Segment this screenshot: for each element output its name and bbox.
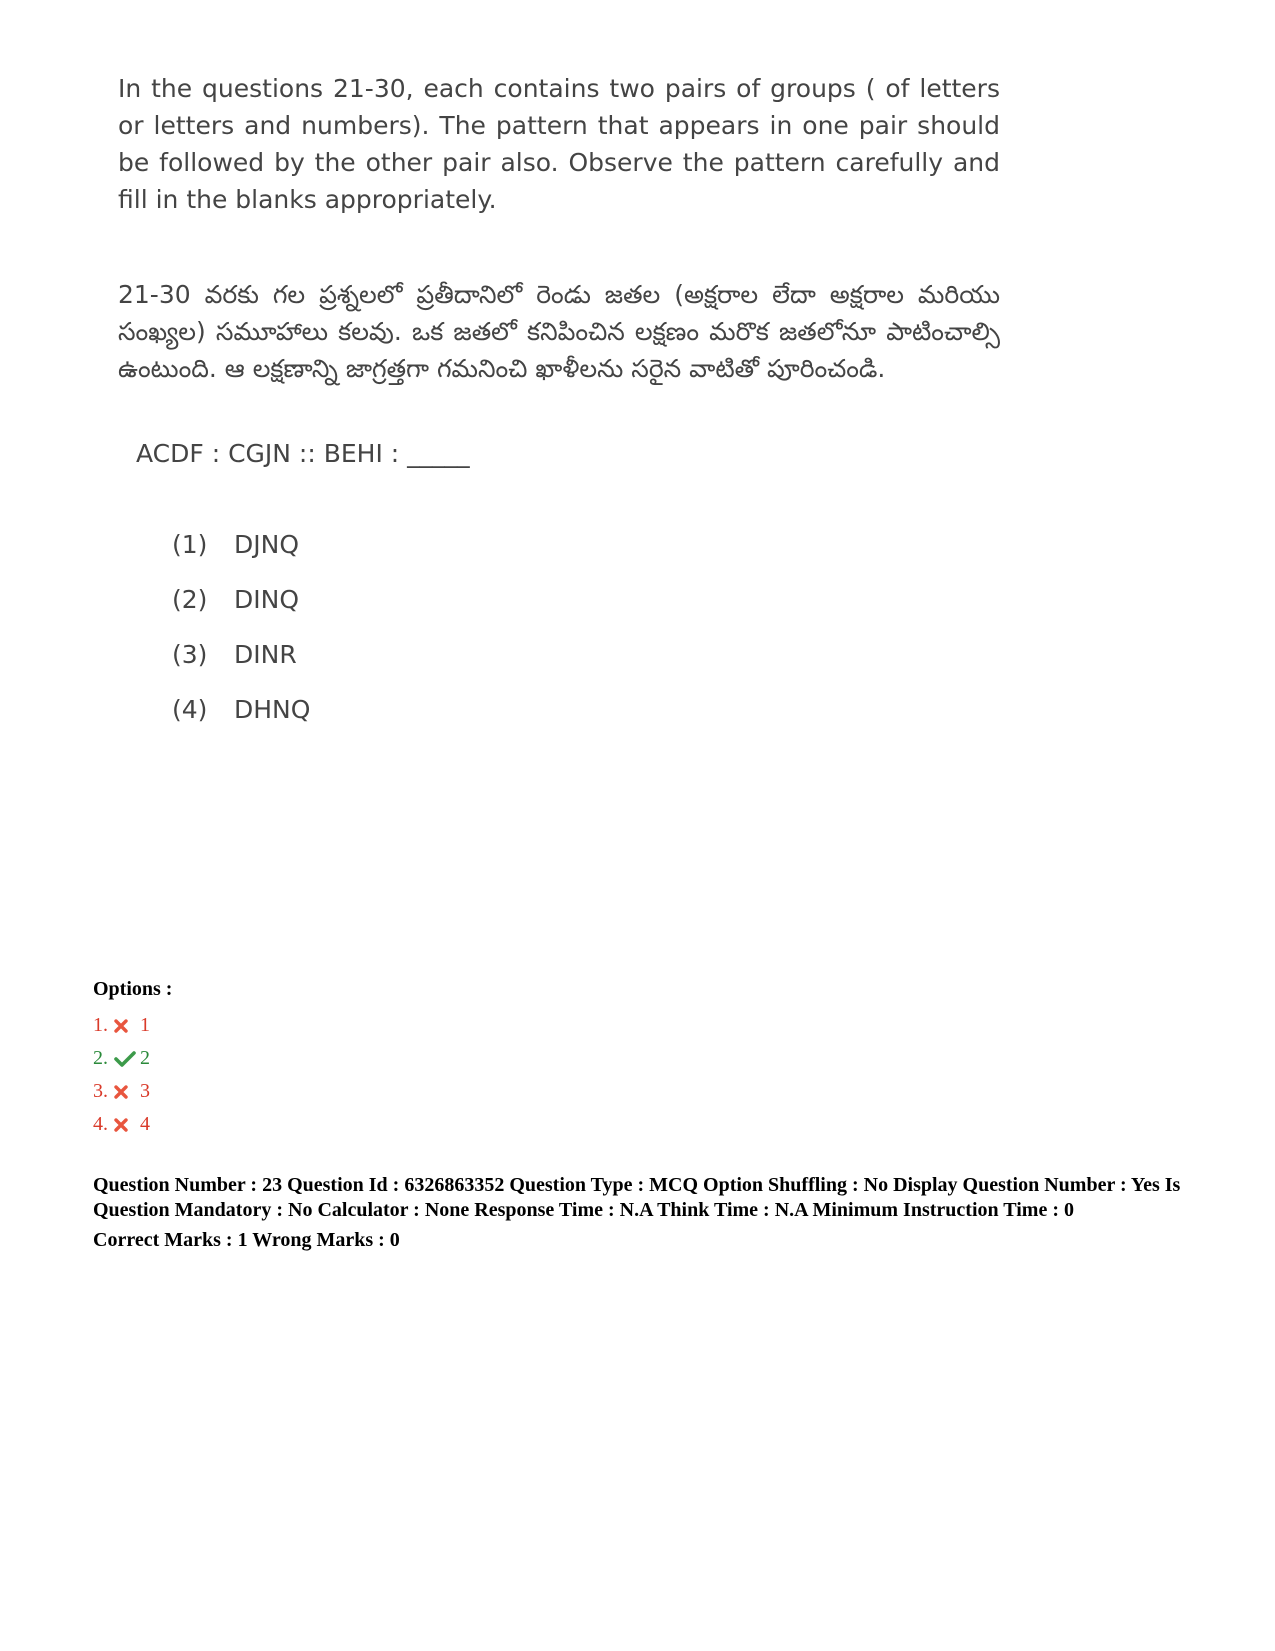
option-index: 3. <box>93 1080 108 1102</box>
option-value: 1 <box>140 1014 150 1036</box>
option-index: 2. <box>93 1047 108 1069</box>
choice-item <box>172 530 1000 585</box>
question-image-block <box>118 70 1000 750</box>
option-item-4 <box>93 1108 1193 1141</box>
instruction-telugu: 21-30 వరకు గల ప్రశ్నలలో ప్రతీదానిలో రెండు జతల (అక్షరాల లేదా అక్షరాల మరియు సంఖ్యల) సమూహాలు కలవు. ఒక జతలో కనిపించిన లక్షణం మరొక జతలోనూ పాటించాల్సి ఉంటుంది. ఆ లక్షణాన్ని జాగ్రత్తగా గమనించి ఖాళీలను సరైన వాటితో పూరించండి. <box>118 280 1000 383</box>
choice-text: DINQ <box>234 585 300 614</box>
choice-number: (2) <box>172 585 208 614</box>
check-icon <box>114 1051 136 1067</box>
option-item-1 <box>93 1009 1193 1042</box>
cross-icon <box>114 1085 136 1099</box>
analogy-question: ACDF : CGJN :: BEHI : _____ <box>136 439 470 468</box>
question-meta <box>93 978 1193 1252</box>
instruction-english: In the questions 21-30, each contains two pairs of groups ( of letters or letters and numbers). The pattern that appears in one pair should be followed by the other pair also. Observe the pattern carefully and fill in the blanks appropriately. <box>118 74 1000 214</box>
choice-number: (4) <box>172 695 208 724</box>
cross-icon <box>114 1019 136 1033</box>
choice-text: DINR <box>234 640 297 669</box>
option-value: 2 <box>140 1047 150 1069</box>
answer-choices <box>172 530 1000 750</box>
choice-text: DJNQ <box>234 530 300 559</box>
option-index: 4. <box>93 1113 108 1135</box>
cross-icon <box>114 1118 136 1132</box>
options-list <box>93 1009 1193 1141</box>
option-index: 1. <box>93 1014 108 1036</box>
choice-number: (1) <box>172 530 208 559</box>
options-title: Options : <box>93 978 173 1000</box>
choice-item <box>172 585 1000 640</box>
option-item-3 <box>93 1075 1193 1108</box>
option-item-2 <box>93 1042 1193 1075</box>
option-value: 4 <box>140 1113 150 1135</box>
option-value: 3 <box>140 1080 150 1102</box>
marks-info: Correct Marks : 1 Wrong Marks : 0 <box>93 1229 400 1251</box>
choice-number: (3) <box>172 640 208 669</box>
choice-text: DHNQ <box>234 695 311 724</box>
question-info: Question Number : 23 Question Id : 6326863352 Question Type : MCQ Option Shuffling : No Display Question Number : Yes Is Question Mandatory : No Calculator : None Response Time : N.A Think Time : N.A Minimum Instruction Time : 0 <box>93 1174 1181 1221</box>
choice-item <box>172 640 1000 695</box>
choice-item <box>172 695 1000 750</box>
